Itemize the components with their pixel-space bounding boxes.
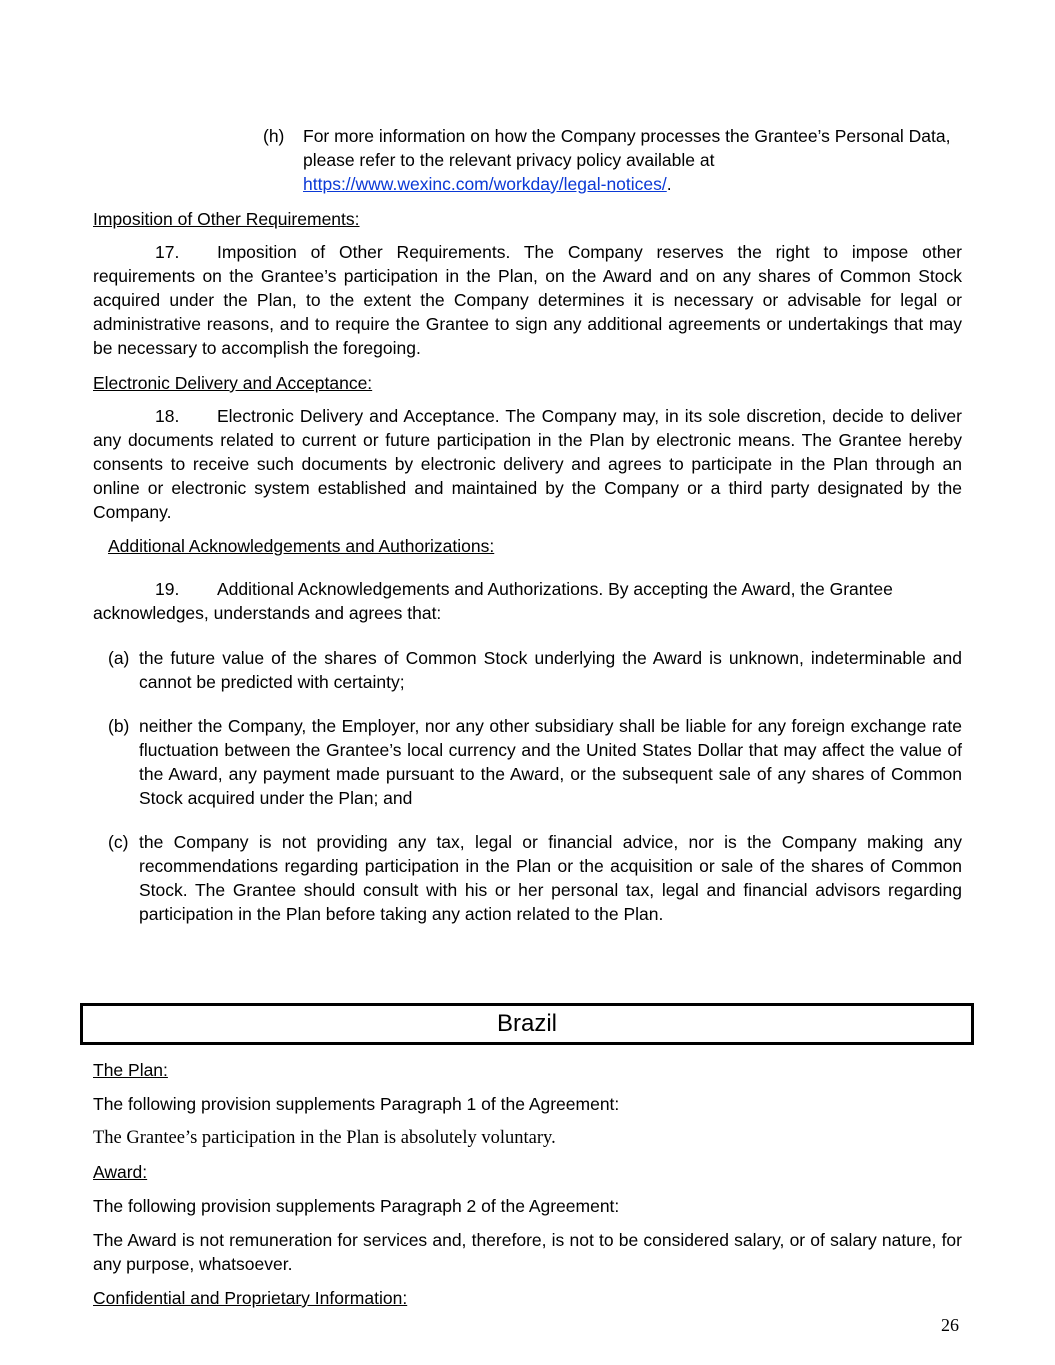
paragraph-19 <box>93 577 962 625</box>
country-heading-box <box>80 1003 974 1045</box>
award-intro: The following provision supplements Paragraph 2 of the Agreement: <box>93 1196 620 1216</box>
item-h-text: For more information on how the Company processes the Grantee’s Personal Data, please refer to the relevant privacy policy available at <box>303 126 951 170</box>
paragraph-number: 18. <box>155 406 180 426</box>
paragraph-number: 17. <box>155 242 180 262</box>
item-label: (a) <box>108 648 130 668</box>
paragraph-title: Electronic Delivery and Acceptance. <box>217 406 500 426</box>
heading-confidential: Confidential and Proprietary Information: <box>93 1288 408 1308</box>
paragraph-title: Additional Acknowledgements and Authorizations. <box>217 579 604 599</box>
paragraph-body: The Company may, in its sole discretion, decide to deliver any documents related to current or future participation in the Plan by electronic means. The Grantee hereby consents to receive such documents by electronic delivery and agrees to participate in the Plan through an online or electronic system established and maintained by the Company or a third party designated by the Company. <box>93 406 962 522</box>
section-heading-imposition: Imposition of Other Requirements: <box>93 209 360 229</box>
item-text <box>303 124 953 196</box>
paragraph-body: The Company reserves the right to impose other requirements on the Grantee’s participation in the Plan, on the Award and on any shares of Common Stock acquired under the Plan, to the extent the Company determines it is necessary or advisable for legal or administrative reasons, and to require the Grantee to sign any additional agreements or undertakings that may be necessary to accomplish the foregoing. <box>93 242 962 358</box>
section-heading-electronic: Electronic Delivery and Acceptance: <box>93 373 373 393</box>
page-number: 26 <box>941 1315 959 1335</box>
list-item-b <box>108 714 962 810</box>
paragraph-17 <box>93 240 962 360</box>
list-item-h <box>263 124 953 196</box>
plan-text: The Grantee’s participation in the Plan is absolutely voluntary. <box>93 1128 556 1148</box>
item-label: (b) <box>108 716 130 736</box>
plan-intro: The following provision supplements Paragraph 1 of the Agreement: <box>93 1094 620 1114</box>
heading-award: Award: <box>93 1162 148 1182</box>
section-heading-additional: Additional Acknowledgements and Authorizations: <box>108 536 495 556</box>
item-h-period: . <box>666 174 672 194</box>
paragraph-body: By accepting the Award, the Grantee acknowledges, understands and agrees that: <box>93 579 893 623</box>
country-title: Brazil <box>496 1010 557 1037</box>
item-text: the future value of the shares of Common Stock underlying the Award is unknown, indeterminable and cannot be predicted with certainty; <box>139 648 962 692</box>
item-text: the Company is not providing any tax, legal or financial advice, nor is the Company making any recommendations regarding participation in the Plan or the acquisition or sale of the shares of Common Stock. The Grantee should consult with his or her personal tax, legal and financial advisors regarding participation in the Plan before taking any action related to the Plan. <box>139 832 962 924</box>
paragraph-18 <box>93 404 962 524</box>
item-label: (h) <box>263 126 285 146</box>
paragraph-number: 19. <box>155 579 180 599</box>
heading-the-plan: The Plan: <box>93 1060 168 1080</box>
privacy-policy-link[interactable]: https://www.wexinc.com/workday/legal-notices/ <box>303 174 667 194</box>
list-item-a <box>108 646 962 694</box>
item-text: neither the Company, the Employer, nor any other subsidiary shall be liable for any foreign exchange rate fluctuation between the Grantee’s local currency and the United States Dollar that may affect the value of the Award, any payment made pursuant to the Award, or the subsequent sale of any shares of Common Stock acquired under the Plan; and <box>139 716 962 808</box>
paragraph-title: Imposition of Other Requirements. <box>217 242 511 262</box>
list-item-c <box>108 830 962 926</box>
item-label: (c) <box>108 832 129 852</box>
award-text: The Award is not remuneration for services and, therefore, is not to be considered salary, or of salary nature, for any purpose, whatsoever. <box>93 1230 962 1274</box>
